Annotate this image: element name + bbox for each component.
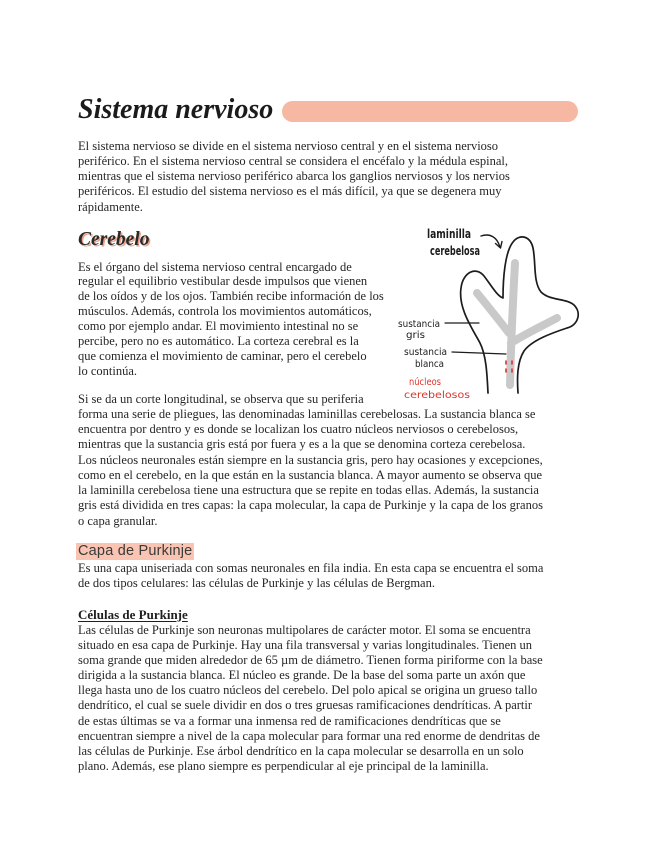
label-nucleos-line-1: núcleos	[409, 377, 442, 388]
label-sustancia-blanca-line-2: blanca	[415, 359, 444, 370]
cerebelo-paragraph-1-line: como por ejemplo andar. El movimiento intestinal no se	[78, 319, 359, 334]
cerebelo-paragraph-2-line: Si se da un corte longitudinal, se observa que su periferia	[78, 391, 364, 406]
cerebelo-paragraph-2-line: mientras que la sustancia gris está por fuera y es a la que se denomina corteza cerebelosa.	[78, 437, 526, 452]
capa-purkinje-paragraph-line: de dos tipos celulares: las células de Purkinje y las células de Bergman.	[78, 576, 435, 590]
subheading-celulas-purkinje: Células de Purkinje	[78, 606, 188, 622]
cerebelo-paragraph-1	[78, 260, 384, 379]
cerebelo-paragraph-2-line: como en el cerebelo, en la que están en la sustancia blanca. A mayor aumento se observa que	[78, 467, 543, 482]
label-nucleos-line-2: cerebelosos	[404, 390, 471, 401]
celulas-purkinje-paragraph-line: plano. Además, ese plano siempre es perpendicular al eje principal de la laminilla.	[78, 759, 489, 774]
cerebelo-paragraph-1-line: regular el equilibrio vestibular desde impulsos que vienen	[78, 274, 368, 289]
label-sustancia-blanca-line-1: sustancia	[404, 347, 447, 358]
section-heading-capa-purkinje: Capa de Purkinje	[78, 543, 193, 559]
cerebelo-paragraph-2-line: o capa granular.	[78, 513, 158, 528]
capa-purkinje-paragraph	[78, 561, 543, 592]
celulas-purkinje-paragraph-line: llega hasta uno de los cuatro núcleos del cerebelo. Del polo apical se origina un grueso tallo	[78, 683, 538, 698]
cerebelo-paragraph-1-line: que comienza el movimiento de caminar, pero el cerebelo	[78, 348, 367, 363]
cerebelo-paragraph-2-line: Los núcleos neuronales están siempre en la sustancia gris, pero hay ocasiones y excepciones,	[78, 452, 543, 467]
intro-paragraph	[78, 139, 510, 215]
celulas-purkinje-paragraph-line: las células de Purkinje. Ese árbol dendrítico en la capa molecular se desarrolla en un solo	[78, 744, 524, 758]
label-sustancia-gris-line-2: gris	[406, 330, 426, 341]
celulas-purkinje-paragraph-line: soma grande que miden alrededor de 65 µm de diámetro. Tienen forma piriforme con la base	[78, 652, 543, 667]
celulas-purkinje-paragraph	[78, 623, 543, 775]
intro-line: periféricos. El estudio del sistema nervioso es el más difícil, ya que se degenera muy	[78, 184, 502, 199]
intro-line: El sistema nervioso se divide en el sistema nervioso central y en el sistema nervioso	[78, 138, 499, 153]
label-laminilla-line-2: cerebelosa	[430, 244, 480, 258]
laminilla-outline	[461, 237, 579, 393]
title-highlight-bar	[282, 101, 578, 122]
cerebelo-paragraph-1-line: lo continúa.	[78, 363, 138, 378]
celulas-purkinje-paragraph-line: dirigida a la sustancia blanca. El núcleo es grande. De la base del soma parte un axón que	[78, 668, 526, 683]
white-matter-right-branch	[511, 318, 557, 343]
sustancia-blanca-pointer-line	[452, 352, 506, 354]
cerebelo-paragraph-2-line: forma una serie de pliegues, las denominadas laminillas cerebelosas. La sustancia blanca se	[78, 406, 536, 421]
white-matter-skeleton	[477, 263, 557, 385]
page-title: Sistema nervioso	[78, 94, 274, 125]
label-laminilla-line-1: laminilla	[427, 227, 471, 241]
intro-line: rápidamente.	[78, 199, 143, 214]
section-heading-cerebelo: Cerebelo	[78, 229, 150, 250]
intro-line: mientras que el sistema nervioso periférico abarca los ganglios nerviosos y los nervios	[78, 169, 510, 183]
celulas-purkinje-paragraph-line: situado en esa capa de Purkinje. Hay una fila transversal y varias longitudinales. Tienen un	[78, 637, 533, 652]
white-matter-left-branch	[477, 293, 509, 333]
laminilla-diagram	[390, 220, 585, 405]
cerebelo-paragraph-1-line: músculos. Además, controla los movimientos automáticos,	[78, 304, 372, 319]
celulas-purkinje-paragraph-line: de estas últimas se va a formar una inmensa red de ramificaciones dendríticas que se	[78, 713, 501, 728]
cerebelo-paragraph-2-line: gris está dividida en tres capas: la capa molecular, la capa de Purkinje y la capa de los granos	[78, 498, 543, 513]
label-sustancia-gris-line-1: sustancia	[398, 319, 440, 330]
capa-purkinje-paragraph-line: Es una capa uniseriada con somas neuronales en fila india. En esta capa se encuentra el soma	[78, 560, 544, 575]
cerebelo-paragraph-1-line: Es el órgano del sistema nervioso central encargado de	[78, 259, 352, 274]
white-matter-stem	[510, 263, 515, 385]
cerebelo-paragraph-1-line: percibe, pero no es automático. La corteza cerebral es la	[78, 333, 359, 348]
cerebelo-paragraph-2	[78, 392, 543, 529]
cerebelo-paragraph-2-line: encuentra por dentro y es donde se localizan los cuatro núcleos nerviosos o cerebelosos,	[78, 422, 519, 436]
intro-line: periférico. En el sistema nervioso central se considera el encéfalo y la médula espinal,	[78, 153, 509, 168]
celulas-purkinje-paragraph-line: Las células de Purkinje son neuronas multipolares de carácter motor. El soma se encuentra	[78, 622, 531, 637]
cerebelo-paragraph-2-line: la laminilla cerebelosa tiene una estructura que se repite en todas ellas. Además, la sustancia	[78, 483, 539, 497]
celulas-purkinje-paragraph-line: dendrítico, el cual se suele dividir en dos o tres gruesas ramificaciones dendríticas. A partir	[78, 698, 533, 713]
cerebelo-paragraph-1-line: de los oídos y de los ojos. También recibe información de los	[78, 289, 384, 304]
celulas-purkinje-paragraph-line: encuentran siempre a nivel de la capa molecular para formar una red enorme de dendritas de	[78, 728, 540, 743]
